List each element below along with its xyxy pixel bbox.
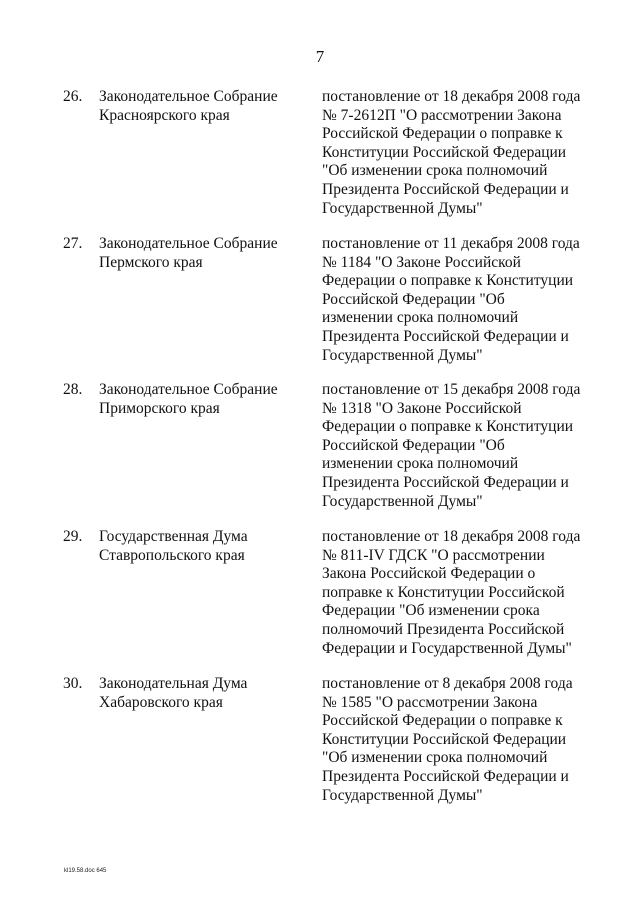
legislative-body [99,381,299,418]
resolution-line: Президента Российской Федерации и [322,327,569,345]
entry-number: 26. [63,88,83,105]
legislative-body [99,675,299,712]
resolution-text [322,675,584,805]
resolution-line: Государственной Думы" [322,786,483,804]
resolution-line: Государственной Думы" [322,346,483,364]
resolution-line: изменении срока полномочий [322,309,519,327]
resolution-line: полномочий Президента Российской [322,620,565,638]
legislative-body [99,88,299,125]
resolution-line: № 1585 "О рассмотрении Закона [322,693,538,711]
footer-file-code: kl19.58.doc 645 [64,868,107,874]
resolution-line: постановление от 11 декабря 2008 года [322,235,580,252]
entry-number: 30. [63,675,83,692]
body-line: Законодательное Собрание [99,88,278,105]
resolution-line: Российской Федерации о поправке к [322,125,563,143]
page-number: 7 [315,47,325,66]
resolution-text [322,381,584,511]
body-line: Законодательное Собрание [99,235,278,252]
body-line: Государственная Дума [99,528,248,545]
resolution-line: Федерации о поправке к Конституции [322,418,574,436]
resolution-line: постановление от 18 декабря 2008 года [322,528,581,545]
resolution-line: "Об изменении срока полномочий [322,162,548,180]
resolution-line: Президента Российской Федерации и [322,767,569,785]
resolution-line: Президента Российской Федерации и [322,473,569,491]
body-line: Приморского края [99,399,220,417]
entry-number: 27. [63,235,83,252]
resolution-line: № 1318 "О Законе Российской [322,399,522,417]
resolution-line: № 7-2612П "О рассмотрении Закона [322,106,562,124]
resolution-text [322,235,584,365]
resolution-line: Конституции Российской Федерации [322,730,567,748]
resolution-line: Российской Федерации о поправке к [322,712,563,730]
body-line: Хабаровского края [99,693,223,711]
resolution-line: № 811-IV ГДСК "О рассмотрении [322,546,545,564]
resolution-line: Российской Федерации "Об [322,290,505,308]
resolution-text [322,88,584,218]
resolution-line: постановление от 15 декабря 2008 года [322,381,581,398]
body-line: Законодательная Дума [99,675,248,692]
resolution-line: "Об изменении срока полномочий [322,749,548,767]
resolution-line: Федерации о поправке к Конституции [322,272,574,290]
entry-number: 28. [63,381,83,398]
resolution-line: № 1184 "О Законе Российской [322,253,521,271]
resolution-line: постановление от 18 декабря 2008 года [322,88,581,105]
body-line: Красноярского края [99,106,230,124]
resolution-line: Федерации "Об изменении срока [322,602,540,620]
body-line: Ставропольского края [99,546,245,564]
resolution-line: изменении срока полномочий [322,455,519,473]
legislative-body [99,235,299,272]
resolution-line: постановление от 8 декабря 2008 года [322,675,573,692]
resolution-line: поправке к Конституции Российской [322,583,565,601]
resolution-line: Государственной Думы" [322,199,483,217]
resolution-line: Конституции Российской Федерации [322,143,567,161]
body-line: Законодательное Собрание [99,381,278,398]
entry-number: 29. [63,528,83,545]
resolution-text [322,528,584,658]
resolution-line: Закона Российской Федерации о [322,565,536,583]
legislative-body [99,528,299,565]
resolution-line: Федерации и Государственной Думы" [322,639,572,657]
resolution-line: Российской Федерации "Об [322,436,505,454]
body-line: Пермского края [99,253,203,271]
resolution-line: Государственной Думы" [322,492,483,510]
resolution-line: Президента Российской Федерации и [322,180,569,198]
